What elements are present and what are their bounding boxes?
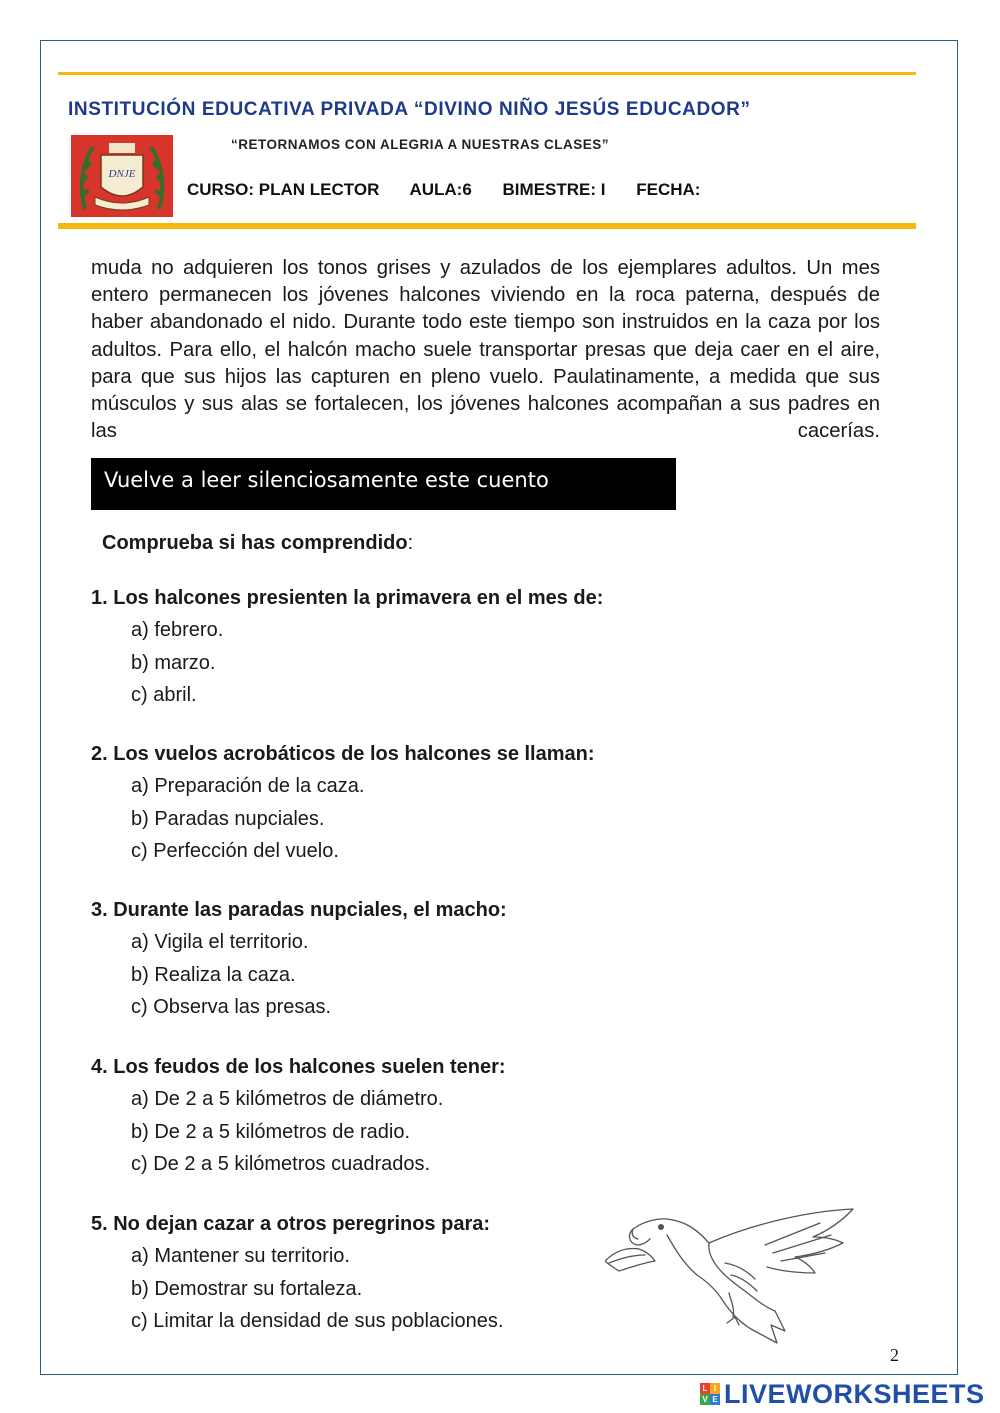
question-text: 5. No dejan cazar a otros peregrinos para: (91, 1213, 491, 1235)
question-text: 4. Los feudos de los halcones suelen tener: (91, 1056, 506, 1078)
logo-letter-l: L (700, 1383, 710, 1394)
answer-option[interactable]: a) Mantener su territorio. (131, 1245, 350, 1267)
quiz-title-colon: : (407, 532, 414, 554)
course-info-line (187, 180, 726, 200)
answer-option[interactable]: a) Vigila el territorio. (131, 931, 309, 953)
answer-option[interactable]: a) Preparación de la caza. (131, 775, 365, 797)
answer-option[interactable]: c) abril. (131, 684, 197, 706)
answer-option[interactable]: b) Realiza la caza. (131, 963, 296, 986)
answer-option[interactable]: b) Paradas nupciales. (131, 807, 325, 830)
brand-name: LIVEWORKSHEETS (724, 1378, 985, 1409)
term-label: BIMESTRE: I (502, 180, 606, 199)
instruction-banner: Vuelve a leer silenciosamente este cuento (91, 458, 676, 510)
footer-brand[interactable] (700, 1378, 995, 1410)
logo-letter-e: E (710, 1394, 720, 1405)
course-label: CURSO: PLAN LECTOR (187, 180, 380, 199)
falcon-illustration (605, 1205, 860, 1350)
crest-initials: DNJE (108, 168, 136, 180)
answer-option[interactable]: b) De 2 a 5 kilómetros de radio. (131, 1120, 411, 1143)
answer-option[interactable]: b) marzo. (131, 651, 216, 674)
school-crest-logo (71, 135, 173, 217)
logo-letter-i: I (710, 1383, 720, 1394)
question-4 (91, 1051, 791, 1181)
reading-paragraph: muda no adquieren los tonos grises y azulados de los ejemplares adultos. Un mes entero permanecen los jóvenes halcones viviendo en la roca paterna, después de haber abandonado el nido. Durante todo este tiempo son instruidos en la caza por los adultos. Para ello, el halcón macho suele transportar presas que deja caer en el aire, para que sus hijos las capturen en pleno vuelo. Paulatinamente, a medida que sus músculos y sus alas se fortalecen, los jóvenes halcones acompañan a sus padres en las cacerías. (91, 257, 880, 443)
liveworksheets-logo-icon (700, 1383, 720, 1405)
answer-option[interactable]: b) Demostrar su fortaleza. (131, 1277, 363, 1300)
answer-option[interactable]: c) Limitar la densidad de sus poblaciones. (131, 1310, 504, 1332)
question-3 (91, 894, 791, 1024)
classroom-label: AULA:6 (409, 180, 472, 199)
answer-option[interactable]: c) Observa las presas. (131, 996, 332, 1018)
answer-option[interactable]: c) Perfección del vuelo. (131, 840, 339, 862)
answer-option[interactable]: a) febrero. (131, 619, 224, 641)
answer-option[interactable]: c) De 2 a 5 kilómetros cuadrados. (131, 1153, 431, 1175)
logo-letter-v: V (700, 1394, 710, 1405)
header-bottom-rule (58, 223, 916, 229)
question-text: 2. Los vuelos acrobáticos de los halcones se llaman: (91, 743, 595, 765)
question-1 (91, 582, 791, 712)
question-2 (91, 738, 791, 868)
quiz-title-text: Comprueba si has comprendido (102, 532, 408, 554)
question-text: 3. Durante las paradas nupciales, el macho: (91, 899, 507, 921)
school-name: INSTITUCIÓN EDUCATIVA PRIVADA “DIVINO NIÑO JESÚS EDUCADOR” (68, 99, 751, 120)
answer-option[interactable]: a) De 2 a 5 kilómetros de diámetro. (131, 1088, 444, 1110)
header-top-rule (58, 72, 916, 75)
slogan: “RETORNAMOS CON ALEGRIA A NUESTRAS CLASES” (231, 137, 610, 152)
question-text: 1. Los halcones presienten la primavera en el mes de: (91, 587, 604, 609)
date-label: FECHA: (636, 180, 701, 199)
quiz-title (102, 532, 413, 555)
page-number: 2 (890, 1345, 899, 1365)
